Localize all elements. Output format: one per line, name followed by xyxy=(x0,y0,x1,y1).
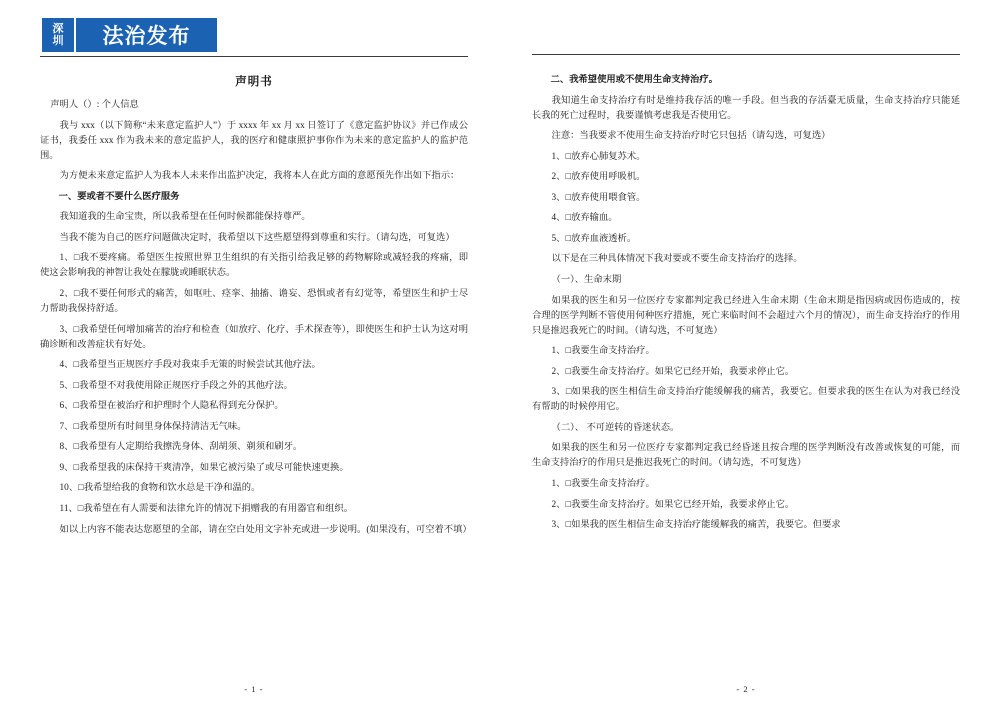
logo-wordmark: 法治发布 xyxy=(76,18,217,52)
checkbox-item[interactable]: 2、□我要生命支持治疗。如果它已经开始，我要求停止它。 xyxy=(551,499,795,510)
checkbox-item[interactable]: 1、□我要生命支持治疗。 xyxy=(551,346,655,357)
logo-badge-line1: 深 xyxy=(52,22,64,35)
logo-badge xyxy=(42,18,74,52)
checkbox-item[interactable]: 3、□如果我的医生相信生命支持治疗能缓解我的痛苦，我要它。但要求 xyxy=(551,520,841,531)
checkbox-item[interactable]: 8、□我希望有人定期给我擦洗身体、刮胡须、剃须和刷牙。 xyxy=(59,442,303,453)
subsection-heading: （二）、 不可逆转的昏迷状态。 xyxy=(551,422,680,433)
right-page-content xyxy=(532,65,960,684)
checkbox-item[interactable]: 9、□我希望我的床保持干爽清净，如果它被污染了或尽可能快速更换。 xyxy=(59,462,349,473)
paragraph: 我知道我的生命宝贵，所以我希望在任何时候都能保持尊严。 xyxy=(59,212,311,223)
checkbox-item[interactable]: 4、□我希望当正规医疗手段对我束手无策的时候尝试其他疗法。 xyxy=(59,360,321,371)
checkbox-item[interactable]: 1、□我不要疼痛。希望医生按照世界卫生组织的有关指引给我足够的药物解除或减轻我的疼痛，即使这会影响我的神智让我处在朦胧或睡眠状态。 xyxy=(40,253,468,279)
checkbox-item[interactable]: 3、□放弃使用喂食管。 xyxy=(551,192,646,203)
header-divider-left xyxy=(40,56,468,57)
checkbox-item[interactable]: 2、□我不要任何形式的痛苦，如呕吐、痉挛、抽搐、谵妄、恐惧或者有幻觉等，希望医生和护士尽力帮助我保持舒适。 xyxy=(40,288,468,315)
section-heading: 一、要或者不要什么医疗服务 xyxy=(58,191,180,202)
checkbox-item[interactable]: 3、□我希望任何增加痛苦的治疗和检查（如放疗、化疗、手术探查等），即使医生和护士认为这对明确诊断和改善症状有好处。 xyxy=(40,324,468,350)
checkbox-item[interactable]: 4、□放弃输血。 xyxy=(551,213,618,224)
checkbox-item[interactable]: 2、□我要生命支持治疗。如果它已经开始，我要求停止它。 xyxy=(551,366,795,377)
subsection-heading: （一）、生命末期 xyxy=(551,274,622,285)
paragraph: 当我不能为自己的医疗问题做决定时，我希望以下这些愿望得到尊重和实行。（请勾选，可复选） xyxy=(59,232,455,243)
checkbox-item[interactable]: 1、□我要生命支持治疗。 xyxy=(551,478,655,489)
page-number-left: - 1 - xyxy=(244,684,264,694)
checkbox-item[interactable]: 10、□我希望给我的食物和饮水总是干净和温的。 xyxy=(59,483,261,494)
top-spacer xyxy=(532,65,960,73)
checkbox-item[interactable]: 11、□我希望在有人需要和法律允许的情况下捐赠我的有用器官和组织。 xyxy=(59,503,353,514)
paragraph: 如果我的医生和另一位医疗专家都判定我已经昏迷且按合理的医学判断没有改善或恢复的可能，而生命支持治疗的作用只是推迟我死亡的时间。（请勾选，不可复选） xyxy=(532,443,960,469)
paragraph: 声明人（）: 个人信息 xyxy=(50,100,139,110)
left-page-content xyxy=(40,67,472,684)
checkbox-item[interactable]: 5、□我希望不对我使用除正规医疗手段之外的其他疗法。 xyxy=(59,380,293,391)
checkbox-item[interactable]: 5、□放弃血液透析。 xyxy=(551,233,637,244)
checkbox-item[interactable]: 6、□我希望在被治疗和护理时个人隐私得到充分保护。 xyxy=(59,401,284,412)
paragraph: 我知道生命支持治疗有时是维持我存活的唯一手段。但当我的存活臺无质量，生命支持治疗只能延长我的死亡过程时，我要谨慎考虑我是否使用它。 xyxy=(532,95,960,121)
document-page-left xyxy=(22,18,486,698)
logo-badge-line2: 圳 xyxy=(52,34,64,47)
paragraph: 以下是在三种具体情况下我对要或不要生命支持治疗的选择。 xyxy=(551,254,803,265)
header-divider-right xyxy=(532,54,960,55)
page-title: 声明书 xyxy=(235,76,273,88)
paragraph: 我与 xxx（以下简称“未来意定监护人”）于 xxxx 年 xx 月 xx 日签订了《意定监护协议》并已作成公证书，我委任 xxx 作为我未来的意定监护人，我的医疗和健康照护事你作为未来的意定监护人的监护范围。 xyxy=(40,120,468,161)
section-heading: 二、我希望使用或不使用生命支持治疗。 xyxy=(550,75,718,85)
checkbox-item[interactable]: 1、□放弃心肺复苏术。 xyxy=(551,151,646,162)
paragraph: 注意：当我要求不使用生命支持治疗时它只包括（请勾选，可复选） xyxy=(551,131,831,142)
paragraph: 如果我的医生和另一位医疗专家都判定我已经进入生命末期（生命末期是指因病或因伤造成的，按合理的医学判断不管使用何种医疗措施，死亡来临时间不会超过六个月的情况），而生命支持治疗的作用只是推迟我死亡的时间。（请勾选，不可复选） xyxy=(532,295,960,336)
publisher-logo xyxy=(42,18,217,52)
document-page-right xyxy=(514,18,978,698)
checkbox-item[interactable]: 2、□放弃使用呼吸机。 xyxy=(551,172,646,183)
checkbox-item[interactable]: 7、□我希望所有时间里身体保持清洁无气味。 xyxy=(59,421,247,432)
paragraph: 如以上内容不能表达您愿望的全部，请在空白处用文字补充或进一步说明。(如果没有，可空着不填） xyxy=(59,524,472,535)
checkbox-item[interactable]: 3、□如果我的医生相信生命支持治疗能缓解我的痛苦，我要它。但要求我的医生在认为对我已经没有帮助的时候停用它。 xyxy=(532,387,960,413)
page-number-right: - 2 - xyxy=(736,684,756,694)
paragraph: 为方便未来意定监护人为我本人未来作出监护决定，我将本人在此方面的意愿预先作出如下指示： xyxy=(59,171,460,182)
